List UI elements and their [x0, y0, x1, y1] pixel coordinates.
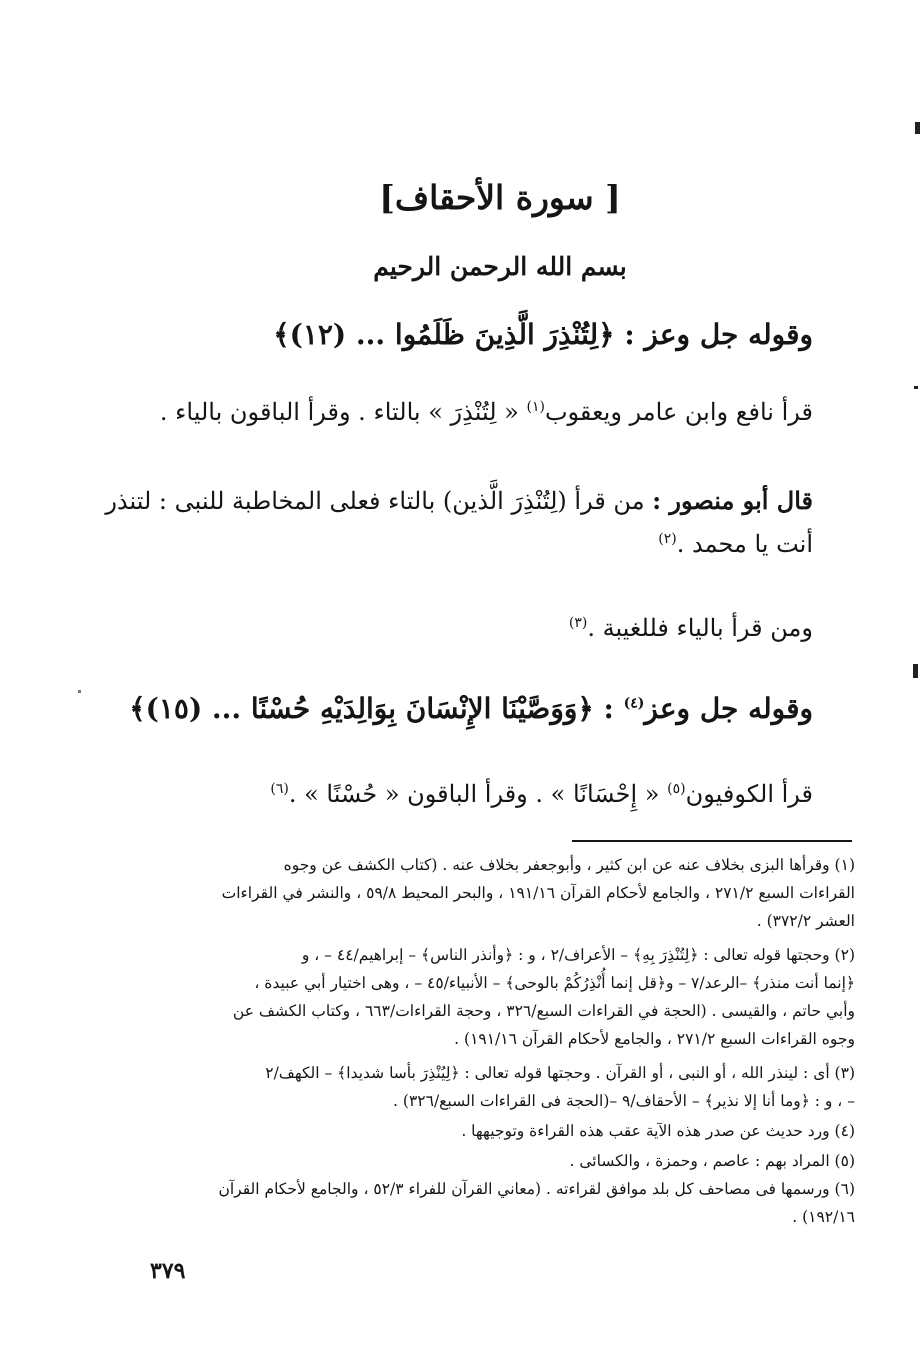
commentary-line-2	[658, 530, 813, 558]
verse-intro: وقوله جل وعز	[644, 692, 813, 725]
reading-paragraph-4	[270, 780, 813, 808]
basmala: بسم الله الرحمن الرحيم	[373, 252, 627, 281]
footnote-ref: (١)	[526, 399, 545, 415]
footnote-ref: (٥)	[667, 781, 686, 797]
paragraph-text: « إِحْسَانًا » . وقرأ الباقون « حُسْنًا » .	[288, 780, 660, 808]
footnote-line: (٤) ورد حديث عن صدر هذه الآية عقب هذه القراءة وتوجيهها .	[461, 1122, 855, 1140]
footnote-line: العشر ٣٧٢/٢) .	[756, 912, 855, 930]
paragraph-text: قرأ نافع وابن عامر ويعقوب	[544, 398, 813, 426]
footnote-ref: (٢)	[658, 531, 677, 547]
verse-heading-1	[273, 318, 813, 351]
paragraph-text: من قرأ (لِتُنْذِرَ الَّذين) بالتاء فعلى المخاطبة للنبى : لتنذر	[105, 487, 645, 515]
footnote-line: (٢) وحجتها قوله تعالى : ﴿لِتُنْذِرَ بِهِ﴾ – الأعراف/٢ ، و : ﴿وأنذر الناس﴾ – إبراهيم/٤٤ – ، و	[301, 946, 855, 964]
footnote-line: القراءات السبع ٢٧١/٢ ، والجامع لأحكام القرآن ١٩١/١٦ ، والبحر المحيط ٥٩/٨ ، والنشر في القراءات	[221, 884, 855, 902]
reading-paragraph-1	[160, 398, 813, 426]
footnote-line: (٥) المراد بهم : عاصم ، وحمزة ، والكسائى .	[569, 1152, 855, 1170]
paragraph-text: أنت يا محمد .	[676, 530, 813, 558]
footnote-separator	[572, 840, 852, 842]
paragraph-text: ومن قرأ بالياء فللغيبة .	[587, 614, 813, 642]
footnote-line: (٦) ورسمها فى مصاحف كل بلد موافق لقراءته . (معاني القرآن للفراء ٥٢/٣ ، والجامع لأحكام القرآن	[218, 1180, 855, 1198]
page-number: ٣٧٩	[150, 1258, 186, 1284]
footnote-line: ١٩٢/١٦) .	[792, 1208, 855, 1226]
footnote-line: وأبي حاتم ، والقيسى . (الحجة في القراءات السبع/٣٢٦ ، وحجة القراءات/٦٦٣ ، وكتاب الكشف عن	[232, 1002, 855, 1020]
scan-mark	[915, 122, 920, 134]
footnote-line: ﴿إنما أنت منذر﴾ –الرعد/٧ – و﴿قل إنما أُنْذِرُكُمْ بالوحى﴾ – الأنبياء/٤٥ – ، وهى اختيار أبي عبيدة ،	[254, 974, 855, 992]
scan-mark	[914, 386, 918, 389]
footnote-ref: (٤)	[623, 695, 645, 712]
paragraph-text: « لِتُنْذِرَ » بالتاء . وقرأ الباقون بالياء .	[159, 398, 519, 426]
commentary-line-1	[105, 486, 813, 515]
verse-heading-2	[129, 692, 813, 725]
footnote-ref: (٦)	[270, 781, 289, 797]
commentator-name: قال أبو منصور :	[652, 486, 813, 515]
verse-text: : ﴿وَوَصَّيْنَا الإِنْسَانَ بِوَالِدَيْهِ حُسْنًا ... (١٥)﴾	[129, 692, 614, 725]
surah-title: [ سورة الأحقاف]	[379, 178, 621, 217]
footnote-line: (١) وقرأها البزى بخلاف عنه عن ابن كثير ، وأبوجعفر بخلاف عنه . (كتاب الكشف عن وجوه	[283, 856, 855, 874]
scan-mark	[78, 690, 81, 693]
paragraph-text: قرأ الكوفيون	[685, 780, 813, 808]
reading-paragraph-3	[569, 614, 813, 642]
footnote-line: (٣) أى : لينذر الله ، أو النبى ، أو القرآن . وحجتها قوله تعالى : ﴿لِيُنْذِرَ بأسا شديدا﴾ – الكهف/٢	[265, 1064, 855, 1082]
verse-intro: وقوله جل وعز :	[624, 318, 813, 351]
footnote-line: – ، و : ﴿وما أنا إلا نذير﴾ – الأحقاف/٩ –(الحجة فى القراءات السبع/٣٢٦) .	[393, 1092, 855, 1110]
scan-mark	[913, 664, 918, 678]
footnote-ref: (٣)	[568, 615, 588, 631]
verse-text: ﴿لِتُنْذِرَ الَّذِينَ ظَلَمُوا ... (١٢)﴾	[273, 318, 615, 351]
footnote-line: وجوه القراءات السبع ٢٧١/٢ ، والجامع لأحكام القرآن ١٩١/١٦) .	[454, 1030, 855, 1048]
